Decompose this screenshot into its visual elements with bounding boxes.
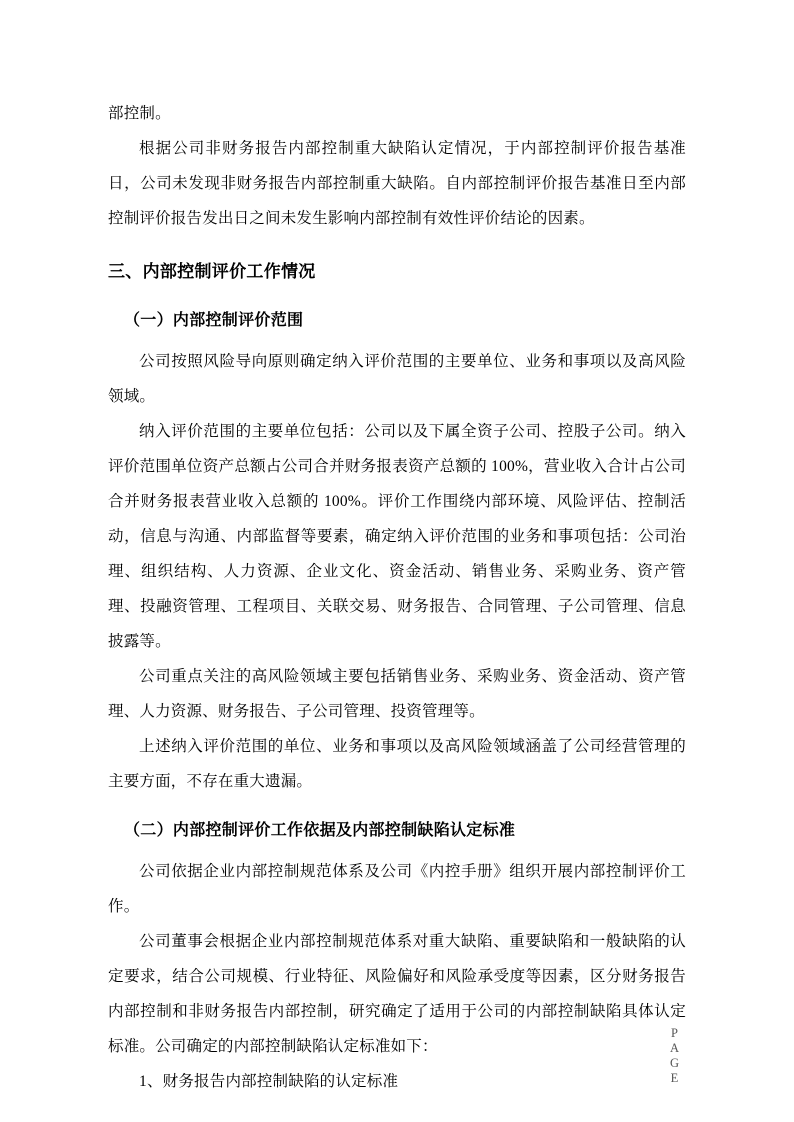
heading-section-three: 三、内部控制评价工作情况 — [108, 262, 316, 281]
page-number-footer — [660, 1026, 690, 1086]
paragraph-scope-coverage: 上述纳入评价范围的单位、业务和事项以及高风险领域涵盖了公司经营管理的主要方面，不存在重大遗漏。 — [108, 738, 686, 790]
footer-letter-g: G — [669, 1056, 681, 1070]
paragraph-continuation: 部控制。 — [108, 105, 171, 122]
heading-subsection-one: （一）内部控制评价范围 — [124, 312, 304, 329]
paragraph-high-risk-areas: 公司重点关注的高风险领域主要包括销售业务、采购业务、资金活动、资产管理、人力资源、财务报告、子公司管理、投资管理等。 — [108, 668, 686, 720]
footer-letter-a: A — [669, 1041, 681, 1055]
heading-subsection-two: （二）内部控制评价工作依据及内部控制缺陷认定标准 — [124, 822, 516, 839]
paragraph-defect-criteria: 公司董事会根据企业内部控制规范体系对重大缺陷、重要缺陷和一般缺陷的认定要求，结合公司规模、行业特征、风险偏好和风险承受度等因素，区分财务报告内部控制和非财务报告内部控制，研究确定了适用于公司的内部控制缺陷具体认定标准。公司确定的内部控制缺陷认定标准如下： — [108, 933, 686, 1055]
paragraph-nonfinancial-defect: 根据公司非财务报告内部控制重大缺陷认定情况，于内部控制评价报告基准日，公司未发现非财务报告内部控制重大缺陷。自内部控制评价报告基准日至内部控制评价报告发出日之间未发生影响内部控制有效性评价结论的因素。 — [108, 140, 686, 227]
paragraph-evaluation-basis: 公司依据企业内部控制规范体系及公司《内控手册》组织开展内部控制评价工作。 — [108, 863, 686, 915]
footer-letter-p: P — [671, 1026, 679, 1040]
footer-letter-e: E — [670, 1071, 680, 1085]
paragraph-scope-principle: 公司按照风险导向原则确定纳入评价范围的主要单位、业务和事项以及高风险领域。 — [108, 353, 686, 405]
paragraph-scope-units: 纳入评价范围的主要单位包括：公司以及下属全资子公司、控股子公司。纳入评价范围单位资产总额占公司合并财务报表资产总额的 100%，营业收入合计占公司合并财务报表营业收入总额的 100%。评价工作围绕内部环境、风险评估、控制活动，信息与沟通、内部监督等要素，确定纳入评价范围的业务和事项包括：公司治理、组织结构、人力资源、企业文化、资金活动、销售业务、采购业务、资产管理、投融资管理、工程项目、关联交易、财务报告、合同管理、子公司管理、信息披露等。 — [108, 423, 686, 650]
paragraph-financial-report-criteria: 1、财务报告内部控制缺陷的认定标准 — [139, 1073, 399, 1090]
